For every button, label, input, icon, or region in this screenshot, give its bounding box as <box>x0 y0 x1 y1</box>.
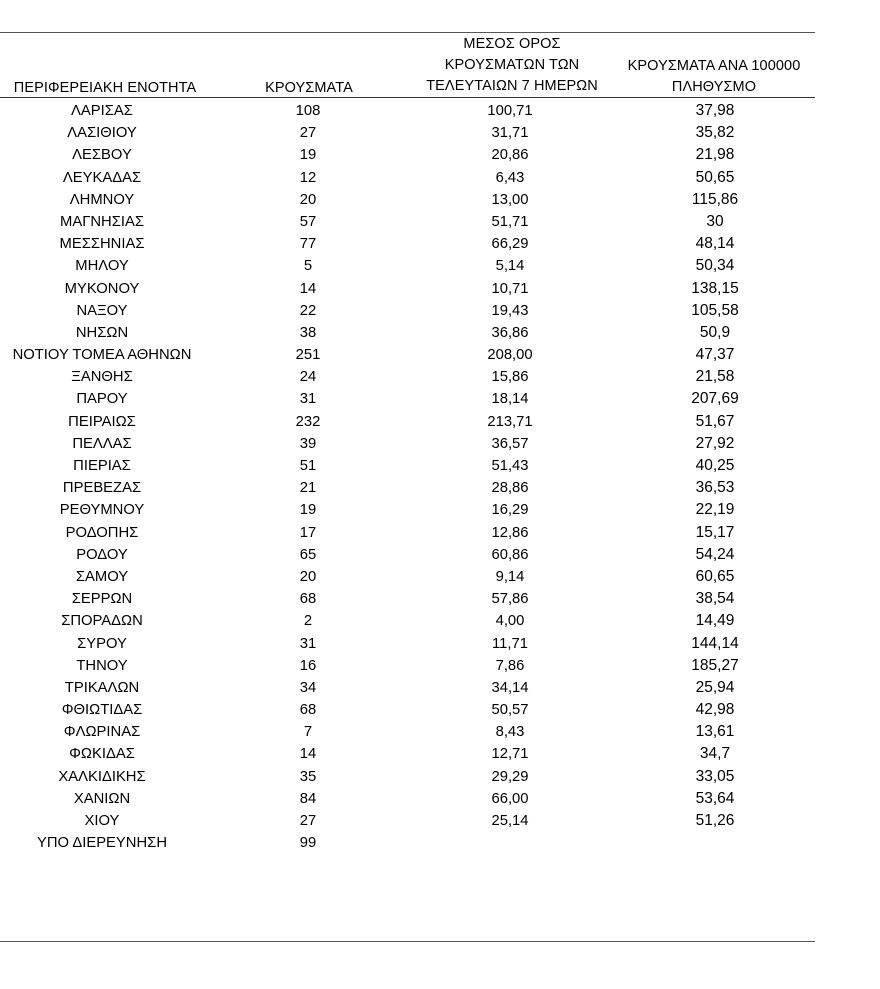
cell-avg7: 29,29 <box>491 768 529 785</box>
cell-avg7: 213,71 <box>487 413 533 430</box>
cell-cases: 51 <box>299 458 317 474</box>
cell-region: ΣΕΡΡΩΝ <box>71 591 133 608</box>
cell-per100k: 21,98 <box>695 146 735 164</box>
table-row <box>0 477 815 499</box>
cell-region: ΛΕΥΚΑΔΑΣ <box>62 169 142 186</box>
cell-region: ΦΩΚΙΔΑΣ <box>69 746 135 763</box>
table-row <box>0 810 815 832</box>
cell-region: ΣΥΡΟΥ <box>77 635 127 652</box>
cell-per100k: 50,9 <box>699 323 731 341</box>
cell-avg7: 28,86 <box>491 480 529 497</box>
table-row <box>0 211 815 233</box>
cell-per100k: 50,65 <box>695 168 735 186</box>
cell-per100k: 60,65 <box>695 567 735 585</box>
cell-avg7: 208,00 <box>487 347 533 364</box>
cell-avg7: 10,71 <box>491 280 529 297</box>
table-row <box>0 544 815 566</box>
table-row <box>0 167 815 189</box>
table-row <box>0 189 815 211</box>
table-row <box>0 366 815 388</box>
cell-avg7: 18,14 <box>491 391 529 408</box>
cell-per100k: 25,94 <box>695 678 735 696</box>
cell-per100k: 48,14 <box>695 235 735 253</box>
cell-avg7: 13,00 <box>491 191 529 208</box>
cell-cases: 22 <box>299 302 317 319</box>
table-row <box>0 278 815 300</box>
cell-cases: 68 <box>299 591 317 608</box>
cell-region: ΧΑΝΙΩΝ <box>73 790 131 807</box>
table-row <box>0 300 815 322</box>
cell-cases: 84 <box>299 790 317 807</box>
cell-avg7: 11,71 <box>492 635 528 652</box>
table-row <box>0 566 815 588</box>
cell-region: ΞΑΝΘΗΣ <box>71 369 133 386</box>
cell-avg7: 12,71 <box>491 746 529 763</box>
cell-region: ΥΠΟ ΔΙΕΡΕΥΝΗΣΗ <box>36 835 168 852</box>
cell-cases: 35 <box>299 768 317 785</box>
cell-region: ΡΟΔΟΥ <box>76 546 128 563</box>
cell-cases: 39 <box>299 435 317 452</box>
cell-cases: 20 <box>299 191 317 208</box>
cell-avg7: 36,86 <box>491 324 529 341</box>
cell-per100k: 51,26 <box>695 812 735 829</box>
cell-region: ΤΡΙΚΑΛΩΝ <box>64 679 140 696</box>
cell-region: ΡΕΘΥΜΝΟΥ <box>59 502 145 519</box>
cell-per100k: 50,34 <box>695 257 735 275</box>
cell-region: ΠΡΕΒΕΖΑΣ <box>62 480 142 497</box>
cell-per100k: 207,69 <box>691 390 739 408</box>
cell-region: ΠΑΡΟΥ <box>76 391 128 408</box>
cell-per100k: 33,05 <box>695 767 735 785</box>
table-row <box>0 677 815 699</box>
table-row <box>0 743 815 765</box>
cell-region: ΝΟΤΙΟΥ ΤΟΜΕΑ ΑΘΗΝΩΝ <box>12 347 192 364</box>
cell-region: ΡΟΔΟΠΗΣ <box>65 524 139 541</box>
cell-per100k: 53,64 <box>695 789 735 807</box>
header-avg7-line-3: ΤΕΛΕΥΤΑΙΩΝ 7 ΗΜΕΡΩΝ <box>426 78 598 94</box>
cell-per100k: 42,98 <box>695 701 735 719</box>
cell-cases: 31 <box>299 635 317 652</box>
cell-cases: 27 <box>299 813 317 829</box>
table-body <box>0 100 815 854</box>
cell-cases: 68 <box>299 702 317 719</box>
cell-region: ΦΘΙΩΤΙΔΑΣ <box>61 702 143 719</box>
table-row <box>0 832 815 854</box>
cell-region: ΛΕΣΒΟΥ <box>72 147 132 164</box>
cell-cases: 21 <box>299 480 317 497</box>
cell-per100k: 47,37 <box>695 346 735 364</box>
cell-per100k: 36,53 <box>695 479 735 497</box>
cell-avg7: 6,43 <box>495 169 525 186</box>
header-per100k <box>612 56 816 98</box>
cell-cases: 34 <box>299 679 317 696</box>
cell-per100k: 21,58 <box>695 368 735 386</box>
cell-per100k: 37,98 <box>695 102 735 119</box>
cell-per100k: 51,67 <box>695 412 735 430</box>
table-row <box>0 433 815 455</box>
cell-avg7: 60,86 <box>491 546 529 563</box>
cell-region: ΜΥΚΟΝΟΥ <box>64 280 140 297</box>
cell-region: ΛΗΜΝΟΥ <box>69 191 135 208</box>
cell-cases: 5 <box>303 258 313 275</box>
cell-cases: 20 <box>299 568 317 585</box>
header-cases-line: ΚΡΟΥΣΜΑΤΑ <box>265 80 353 96</box>
table-row <box>0 766 815 788</box>
cell-per100k: 115,86 <box>691 190 739 208</box>
table-row <box>0 522 815 544</box>
cell-per100k: 27,92 <box>695 434 735 452</box>
cell-cases: 57 <box>299 213 317 230</box>
cell-cases: 16 <box>299 657 317 674</box>
table-row <box>0 233 815 255</box>
header-avg7-line-1: ΜΕΣΟΣ ΟΡΟΣ <box>463 36 561 52</box>
header-per100k-line-2: ΠΛΗΘΥΣΜΟ <box>671 79 757 95</box>
header-rule <box>0 97 815 98</box>
cell-region: ΠΕΙΡΑΙΩΣ <box>68 413 136 430</box>
cell-avg7: 19,43 <box>491 302 529 319</box>
cell-region: ΠΙΕΡΙΑΣ <box>73 458 131 474</box>
cell-per100k: 105,58 <box>691 301 739 319</box>
cell-cases: 31 <box>299 391 317 408</box>
cell-per100k: 22,19 <box>695 501 735 519</box>
cell-region: ΝΗΣΩΝ <box>75 324 129 341</box>
cell-per100k: 40,25 <box>695 457 735 474</box>
cell-per100k: 54,24 <box>695 545 735 563</box>
cell-avg7: 31,71 <box>491 125 529 142</box>
bottom-rule <box>0 941 815 942</box>
table-row <box>0 455 815 477</box>
cell-avg7: 34,14 <box>491 679 529 696</box>
cell-per100k: 13,61 <box>695 723 735 741</box>
cell-avg7: 66,29 <box>491 236 529 253</box>
table-row <box>0 721 815 743</box>
table-row <box>0 144 815 166</box>
cell-cases: 17 <box>299 524 317 541</box>
cell-cases: 7 <box>303 724 313 741</box>
cell-cases: 19 <box>299 502 317 519</box>
cell-avg7: 66,00 <box>491 790 529 807</box>
cell-region: ΛΑΣΙΘΙΟΥ <box>67 125 137 142</box>
table-row <box>0 344 815 366</box>
table-row <box>0 633 815 655</box>
cell-avg7: 100,71 <box>487 103 533 119</box>
cell-avg7: 8,43 <box>495 724 525 741</box>
cell-avg7: 12,86 <box>491 524 529 541</box>
cell-cases: 232 <box>295 413 321 430</box>
cell-per100k: 144,14 <box>691 634 739 652</box>
cell-per100k: 14,49 <box>695 612 735 630</box>
cell-per100k: 38,54 <box>695 590 735 608</box>
cell-per100k: 185,27 <box>691 656 739 674</box>
table-row <box>0 788 815 810</box>
table-row <box>0 588 815 610</box>
cell-per100k: 34,7 <box>699 745 731 763</box>
cell-avg7: 57,86 <box>491 591 529 608</box>
table-row <box>0 655 815 677</box>
cell-per100k: 138,15 <box>691 279 739 297</box>
cell-cases: 65 <box>299 546 317 563</box>
header-avg7 <box>412 34 612 97</box>
cell-avg7: 50,57 <box>491 702 529 719</box>
cell-region: ΣΠΟΡΑΔΩΝ <box>61 613 143 630</box>
cell-region: ΣΑΜΟΥ <box>75 568 129 585</box>
cell-avg7: 51,43 <box>491 458 529 474</box>
top-rule <box>0 32 815 33</box>
table-row <box>0 388 815 410</box>
cell-cases: 27 <box>299 125 317 142</box>
header-per100k-line-1: ΚΡΟΥΣΜΑΤΑ ΑΝΑ 100000 <box>627 58 801 74</box>
cell-avg7: 5,14 <box>495 258 525 275</box>
cell-per100k: 35,82 <box>695 124 735 142</box>
table-row <box>0 122 815 144</box>
cell-region: ΧΙΟΥ <box>84 813 120 829</box>
header-avg7-line-2: ΚΡΟΥΣΜΑΤΩΝ ΤΩΝ <box>444 57 580 73</box>
cell-region: ΜΑΓΝΗΣΙΑΣ <box>60 213 144 230</box>
cell-avg7: 16,29 <box>491 502 529 519</box>
cell-avg7: 15,86 <box>491 369 529 386</box>
header-region-line: ΠΕΡΙΦΕΡΕΙΑΚΗ ΕΝΟΤΗΤΑ <box>13 80 197 96</box>
cell-cases: 12 <box>299 169 317 186</box>
cell-per100k: 15,17 <box>695 523 735 541</box>
cell-per100k: 30 <box>706 212 724 230</box>
cell-cases: 2 <box>303 613 313 630</box>
cell-cases: 14 <box>299 746 317 763</box>
cell-region: ΜΕΣΣΗΝΙΑΣ <box>59 236 145 253</box>
cell-avg7: 7,86 <box>495 657 525 674</box>
cell-cases: 38 <box>299 324 317 341</box>
cell-region: ΤΗΝΟΥ <box>76 657 128 674</box>
table-row <box>0 322 815 344</box>
cell-cases: 14 <box>299 280 317 297</box>
cell-region: ΧΑΛΚΙΔΙΚΗΣ <box>58 768 146 785</box>
cell-region: ΜΗΛΟΥ <box>75 258 129 275</box>
cell-cases: 251 <box>295 347 321 364</box>
cell-avg7: 36,57 <box>491 435 529 452</box>
header-cases <box>256 78 362 99</box>
cell-cases: 19 <box>299 147 317 164</box>
cell-cases: 77 <box>299 236 317 253</box>
table-row <box>0 699 815 721</box>
cell-region: ΛΑΡΙΣΑΣ <box>71 103 133 119</box>
cell-avg7: 20,86 <box>491 147 529 164</box>
cell-region: ΝΑΞΟΥ <box>76 302 128 319</box>
cell-cases: 99 <box>299 835 317 852</box>
cell-avg7: 25,14 <box>491 813 529 829</box>
cell-cases: 24 <box>299 369 317 386</box>
cell-avg7: 4,00 <box>495 613 525 630</box>
cell-avg7: 51,71 <box>491 213 529 230</box>
table-row <box>0 499 815 521</box>
header-region <box>0 78 210 99</box>
table-row <box>0 255 815 277</box>
cell-region: ΦΛΩΡΙΝΑΣ <box>63 724 141 741</box>
cell-avg7: 9,14 <box>495 568 525 585</box>
cell-region: ΠΕΛΛΑΣ <box>72 435 132 452</box>
table-row <box>0 411 815 433</box>
table-row <box>0 610 815 632</box>
table-row <box>0 100 815 122</box>
cell-cases: 108 <box>295 103 321 119</box>
